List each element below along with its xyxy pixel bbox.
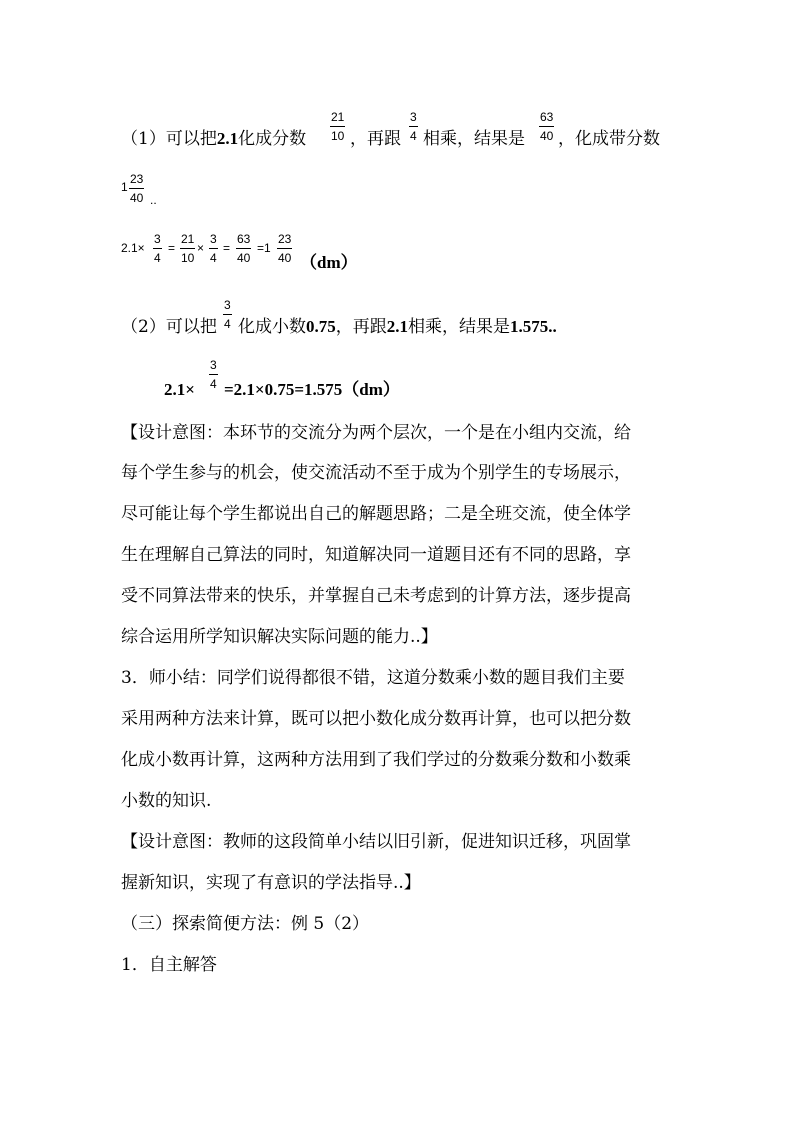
p2-value-2-1: 2.1 bbox=[386, 317, 408, 336]
p2-text-a: （2）可以把 bbox=[121, 317, 217, 337]
body-line-2: 每个学生参与的机会，使交流活动不至于成为个别学生的专场展示， bbox=[121, 463, 631, 483]
body-line-11: 【设计意图：教师的这段简单小结以旧引新，促进知识迁移，巩固掌 bbox=[121, 832, 631, 852]
p1-ending: .. bbox=[150, 193, 157, 207]
body-line-3: 尽可能让每个学生都说出自己的解题思路；二是全班交流，使全体学 bbox=[121, 504, 631, 524]
body-line-1: 【设计意图：本环节的交流分为两个层次，一个是在小组内交流，给 bbox=[121, 423, 631, 443]
p2-value-0-75: 0.75 bbox=[306, 317, 336, 336]
body-line-8: 采用两种方法来计算，既可以把小数化成分数再计算，也可以把分数 bbox=[121, 709, 631, 729]
eq1-unit: （dm） bbox=[300, 253, 358, 272]
mixed-whole-1: 1 bbox=[121, 180, 128, 194]
eq1-equals-3: =1 bbox=[257, 241, 271, 255]
eq2-text-b: =2.1×0.75=1.575（dm） bbox=[224, 380, 400, 399]
p1-text-f: ，化成带分数 bbox=[558, 129, 660, 149]
body-line-6: 综合运用所学知识解决实际问题的能力..】 bbox=[121, 627, 438, 647]
step-heading: 1．自主解答 bbox=[121, 955, 217, 975]
eq2-text-a: 2.1× bbox=[164, 380, 195, 399]
fraction-21-10: $\frac{21}{10}$ bbox=[331, 110, 345, 143]
body-line-4: 生在理解自己算法的同时，知道解决同一道题目还有不同的思路，享 bbox=[121, 545, 631, 565]
para-2-rest bbox=[238, 317, 557, 337]
body-line-5: 受不同算法带来的快乐，并掌握自己未考虑到的计算方法，逐步提高 bbox=[121, 586, 631, 606]
p2-text-d: ，再跟 bbox=[335, 317, 387, 337]
section-heading: （三）探索简便方法：例 5（2） bbox=[121, 914, 370, 934]
fraction-23-40: $\frac{23}{40}$ bbox=[130, 172, 144, 205]
eq1-times: × bbox=[197, 241, 205, 255]
fraction-3-4: $\frac{3}{4}$ bbox=[410, 110, 417, 143]
fraction-63-40: $\frac{63}{40}$ bbox=[540, 110, 554, 143]
body-line-9: 化成小数再计算，这两种方法用到了我们学过的分数乘分数和小数乘 bbox=[121, 750, 631, 770]
body-line-10: 小数的知识. bbox=[121, 791, 212, 811]
p2-fraction-3-4: $\frac{3}{4}$ bbox=[224, 298, 231, 331]
eq1-fraction-3-4-b: $\frac{3}{4}$ bbox=[210, 232, 217, 265]
p2-value-1-575: 1.575.. bbox=[510, 317, 557, 336]
eq1-fraction-23-40: $\frac{23}{40}$ bbox=[278, 232, 292, 265]
p1-value-2-1: 2.1 bbox=[216, 129, 239, 148]
eq1-equals-1: = bbox=[168, 241, 176, 255]
body-line-12: 握新知识，实现了有意识的学法指导..】 bbox=[121, 873, 421, 893]
eq1-equals-2: = bbox=[223, 241, 231, 255]
p1-text-d: ，再跟 bbox=[350, 129, 401, 149]
p1-text-c: 化成分数 bbox=[238, 129, 307, 149]
eq1-fraction-3-4: $\frac{3}{4}$ bbox=[154, 232, 161, 265]
eq1-text-a: 2.1× bbox=[121, 241, 145, 255]
eq1-fraction-21-10: $\frac{21}{10}$ bbox=[181, 232, 195, 265]
p1-text-e: 相乘，结果是 bbox=[423, 129, 525, 149]
p2-text-b: 化成小数 bbox=[238, 317, 306, 337]
para-1 bbox=[121, 129, 306, 149]
eq1-fraction-63-40: $\frac{63}{40}$ bbox=[237, 232, 251, 265]
body-line-7: 3．师小结：同学们说得都很不错，这道分数乘小数的题目我们主要 bbox=[121, 668, 625, 688]
p2-text-f: 相乘，结果是 bbox=[408, 317, 510, 337]
eq2-fraction-3-4: $\frac{3}{4}$ bbox=[210, 358, 217, 391]
p1-text-a: （1）可以把 bbox=[121, 129, 217, 149]
